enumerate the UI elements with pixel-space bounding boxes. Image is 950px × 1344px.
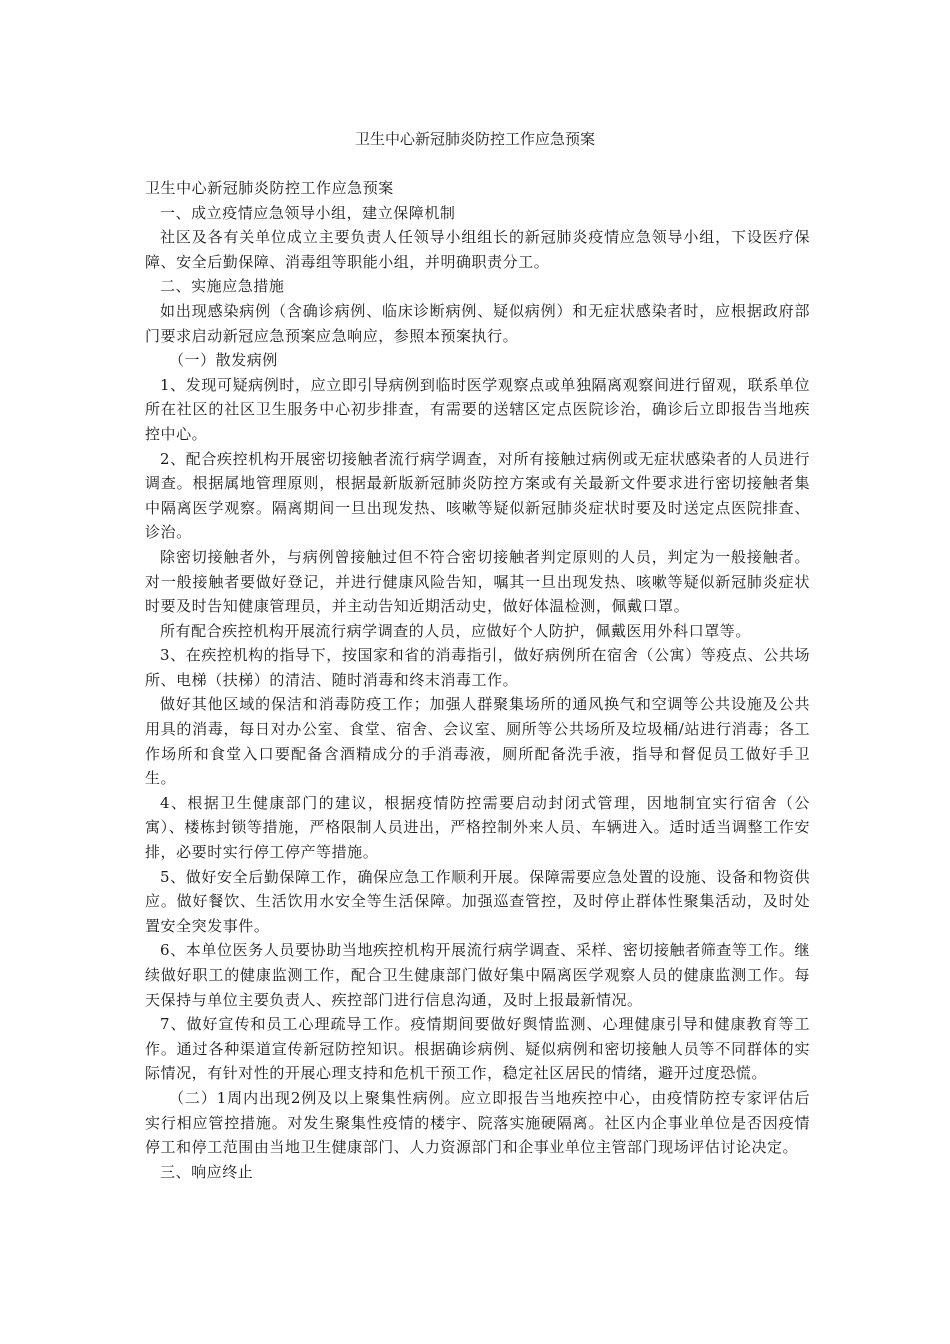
paragraph: 2、配合疾控机构开展密切接触者流行病学调查，对所有接触过病例或无症状感染者的人员进行调查。根据属地管理原则，根据最新版新冠肺炎防控方案或有关最新文件要求进行密切接触者集中隔离医学观察。隔离期间一旦出现发热、咳嗽等疑似新冠肺炎症状时要及时送定点医院排查、诊治。 [145,449,810,542]
document-body [145,176,810,1184]
subsection-heading-1: （一）散发病例 [169,351,278,370]
paragraph: 除密切接触者外，与病例曾接触过但不符合密切接触者判定原则的人员，判定为一般接触者。对一般接触者要做好登记，并进行健康风险告知，嘱其一旦出现发热、咳嗽等疑似新冠肺炎症状时要及时告知健康管理员，并主动告知近期活动史，做好体温检测，佩戴口罩。 [145,547,810,616]
paragraph: 5、做好安全后勤保障工作，确保应急工作顺利开展。保障需要应急处置的设施、设备和物资供应。做好餐饮、生活饮用水安全等生活保障。加强巡查管控，及时停止群体性聚集活动，及时处置安全突发事件。 [145,867,810,935]
paragraph: 4、根据卫生健康部门的建议，根据疫情防控需要启动封闭式管理，因地制宜实行宿舍（公寓）、楼栋封锁等措施，严格限制人员进出，严格控制外来人员、车辆进入。适时适当调整工作安排，必要时实行停工停产等措施。 [145,793,810,862]
paragraph: 6、本单位医务人员要协助当地疾控机构开展流行病学调查、采样、密切接触者筛查等工作。继续做好职工的健康监测工作，配合卫生健康部门做好集中隔离医学观察人员的健康监测工作。每天保持与单位主要负责人、疾控部门进行信息沟通，及时上报最新情况。 [145,941,810,1009]
body-heading: 卫生中心新冠肺炎防控工作应急预案 [145,179,394,197]
paragraph: 所有配合疾控机构开展流行病学调查的人员，应做好个人防护，佩戴医用外科口罩等。 [160,621,751,640]
paragraph: 如出现感染病例（含确诊病例、临床诊断病例、疑似病例）和无症状感染者时，应根据政府部门要求启动新冠应急预案应急响应，参照本预案执行。 [145,301,810,345]
section-heading-3: 三、响应终止 [160,1162,254,1181]
paragraph: 7、做好宣传和员工心理疏导工作。疫情期间要做好舆情监测、心理健康引导和健康教育等工作。通过各种渠道宣传新冠防控知识。根据确诊病例、疑似病例和密切接触人员等不同群体的实际情况，有针对性的开展心理支持和危机干预工作，稳定社区居民的情绪，避开过度恐慌。 [145,1015,810,1083]
subsection-heading-2: （二）1周内出现2例及以上聚集性病例。应立即报告当地疾控中心，由疫情防控专家评估后实行相应管控措施。对发生聚集性疫情的楼宇、院落实施硬隔离。社区内企事业单位是否因疫情停工和停工范围由当地卫生健康部门、人力资源部门和企事业单位主管部门现场评估讨论决定。 [145,1088,810,1157]
paragraph: 做好其他区域的保洁和消毒防疫工作；加强人群聚集场所的通风换气和空调等公共设施及公共用具的消毒，每日对办公室、食堂、宿舍、会议室、厕所等公共场所及垃圾桶/站进行消毒；各工作场所和食堂入口要配备含酒精成分的手消毒液，厕所配备洗手液，指导和督促员工做好手卫生。 [145,695,810,788]
section-heading-2: 二、实施应急措施 [160,277,285,296]
section-heading-1: 一、成立疫情应急领导小组，建立保障机制 [160,203,456,222]
document-title: 卫生中心新冠肺炎防控工作应急预案 [354,130,595,148]
paragraph: 3、在疾控机构的指导下，按国家和省的消毒指引，做好病例所在宿舍（公寓）等疫点、公共场所、电梯（扶梯）的清洁、随时消毒和终末消毒工作。 [145,646,810,689]
paragraph: 1、发现可疑病例时，应立即引导病例到临时医学观察点或单独隔离观察间进行留观，联系单位所在社区的社区卫生服务中心初步排查，有需要的送辖区定点医院诊治，确诊后立即报告当地疾控中心。 [145,375,810,443]
paragraph: 社区及各有关单位成立主要负责人任领导小组组长的新冠肺炎疫情应急领导小组，下设医疗保障、安全后勤保障、消毒组等职能小组，并明确职责分工。 [145,228,810,271]
